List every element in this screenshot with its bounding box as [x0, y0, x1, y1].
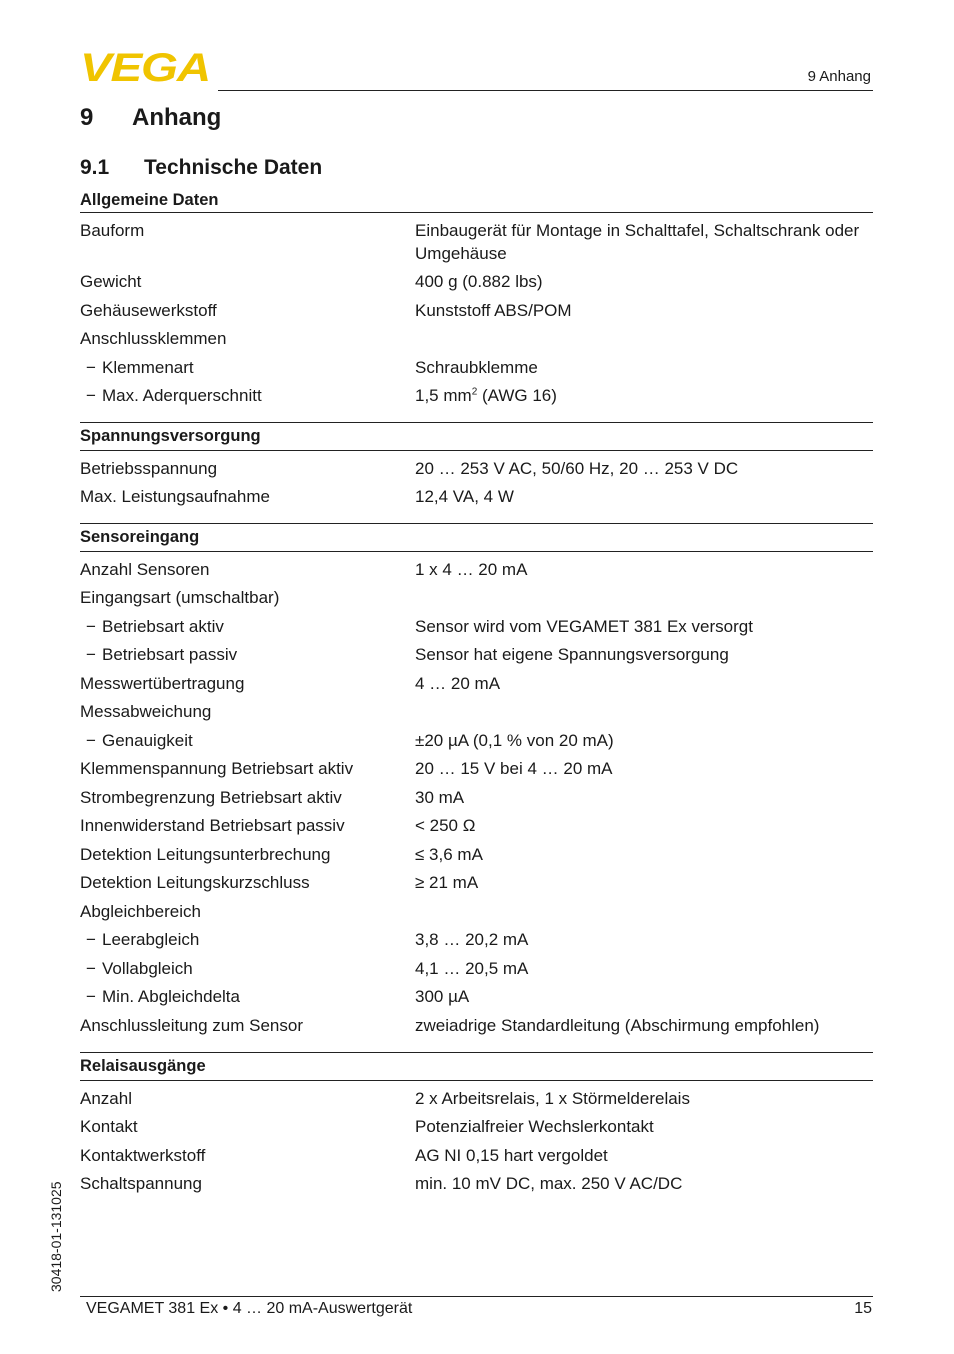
- spec-value: [415, 843, 873, 866]
- spec-label-text: Detektion Leitungskurzschluss: [80, 873, 310, 892]
- spec-label-text: Klemmenart: [102, 357, 194, 377]
- spec-label: [80, 700, 415, 723]
- chapter-heading: [80, 104, 221, 132]
- spec-value: [415, 485, 873, 508]
- spec-value: [415, 219, 873, 265]
- spec-value: [415, 757, 873, 780]
- spec-label-text: Kontaktwerkstoff: [80, 1145, 206, 1165]
- spec-row: [80, 928, 873, 951]
- spec-row: [80, 485, 873, 508]
- spec-value: [415, 558, 873, 581]
- spec-value-suffix: (AWG 16): [477, 386, 557, 405]
- spec-value-text: 400 g (0.882 lbs): [415, 272, 543, 291]
- section-relaisausgaenge: [80, 1052, 873, 1195]
- spec-label-text: Klemmenspannung Betriebsart aktiv: [80, 759, 354, 778]
- spec-label-text: Min. Abgleichdelta: [102, 987, 240, 1006]
- spec-value-text: 4,1 … 20,5 mA: [415, 958, 529, 978]
- spec-label-text: Genauigkeit: [102, 730, 193, 750]
- spec-value-text: Kunststoff ABS/POM: [415, 300, 572, 320]
- spec-value-text: 4 … 20 mA: [415, 673, 501, 693]
- spec-value-text: < 250 Ω: [415, 816, 476, 835]
- spec-row: [80, 643, 873, 666]
- spec-label: [80, 558, 415, 581]
- section-title: Spannungsversorgung: [80, 422, 873, 451]
- spec-row: [80, 457, 873, 480]
- spec-value-text: min. 10 mV DC, max. 250 V AC/DC: [415, 1174, 683, 1193]
- spec-value-text: 3,8 … 20,2 mA: [415, 930, 529, 949]
- spec-label-text: Anzahl: [80, 1088, 132, 1108]
- spec-label: [80, 672, 415, 695]
- spec-row: [80, 558, 873, 581]
- spec-label: [80, 786, 415, 809]
- spec-value: [415, 871, 873, 894]
- spec-value-text: ≥ 21 mA: [415, 873, 479, 892]
- spec-value-text: ±20 µA (0,1 % von 20 mA): [415, 730, 614, 750]
- spec-value-text: 12,4 VA, 4 W: [415, 487, 514, 506]
- spec-value-text: Sensor hat eigene Spannungsversorgung: [415, 645, 729, 664]
- spec-label-text: Anzahl Sensoren: [80, 559, 210, 579]
- document-code: 30418-01-131025: [48, 1181, 64, 1292]
- spec-value-text: 20 … 253 V AC, 50/60 Hz, 20 … 253 V DC: [415, 458, 739, 478]
- spec-label-text: Gewicht: [80, 272, 142, 291]
- spec-value: [415, 1115, 873, 1138]
- spec-label: [80, 586, 415, 609]
- section-title: Sensoreingang: [80, 523, 873, 552]
- spec-label: [80, 1144, 415, 1167]
- spec-label-text: Kontakt: [80, 1117, 138, 1136]
- spec-value: [415, 457, 873, 480]
- spec-value-text: zweiadrige Standardleitung (Abschirmung empfohlen): [415, 1015, 820, 1035]
- spec-label-text: Anschlussleitung zum Sensor: [80, 1015, 304, 1035]
- spec-value: [415, 1172, 873, 1195]
- spec-value-text: Schraubklemme: [415, 357, 538, 377]
- spec-label: [80, 356, 415, 379]
- spec-row: [80, 1144, 873, 1167]
- section-sensoreingang: [80, 523, 873, 1037]
- page-number: 15: [854, 1300, 872, 1317]
- spec-value-text: 30 mA: [415, 787, 465, 807]
- section-allgemeine-daten: [80, 186, 873, 407]
- spec-row: [80, 985, 873, 1008]
- spec-label: [80, 843, 415, 866]
- spec-value: [415, 985, 873, 1008]
- spec-value: [415, 356, 873, 379]
- spec-value: [415, 928, 873, 951]
- spec-value-text: Einbaugerät für Montage in Schalttafel, Schaltschrank oder Umgehäuse: [415, 220, 860, 263]
- spec-label: [80, 1087, 415, 1110]
- section-title: Relaisausgänge: [80, 1052, 873, 1081]
- spec-label: [80, 1014, 415, 1037]
- section-title: Allgemeine Daten: [80, 186, 873, 213]
- spec-label: [80, 928, 415, 951]
- spec-row: [80, 1014, 873, 1037]
- spec-row: [80, 786, 873, 809]
- spec-label-text: Betriebsart passiv: [102, 645, 238, 664]
- header-section-label: 9 Anhang: [807, 68, 871, 85]
- spec-label: [80, 327, 415, 350]
- spec-label-text: Detektion Leitungsunterbrechung: [80, 844, 331, 864]
- spec-label: [80, 384, 415, 407]
- spec-row: [80, 957, 873, 980]
- spec-label-text: Leerabgleich: [102, 930, 200, 949]
- vega-logo-text: VEGA: [80, 50, 210, 84]
- spec-value: [415, 1144, 873, 1167]
- spec-row: [80, 729, 873, 752]
- spec-row: [80, 672, 873, 695]
- subchapter-title: Technische Daten: [144, 156, 323, 179]
- spec-label: [80, 985, 415, 1008]
- spec-row: [80, 871, 873, 894]
- spec-label: [80, 871, 415, 894]
- spec-label: [80, 1115, 415, 1138]
- spec-value-text: 300 µA: [415, 987, 470, 1006]
- spec-row: [80, 299, 873, 322]
- footer-rule: [80, 1296, 873, 1297]
- spec-label-text: Max. Leistungsaufnahme: [80, 487, 270, 506]
- spec-label-text: Innenwiderstand Betriebsart passiv: [80, 816, 345, 835]
- spec-label-text: Max. Aderquerschnitt: [102, 386, 262, 405]
- spec-row: [80, 586, 873, 609]
- spec-row: [80, 219, 873, 265]
- spec-label-text: Abgleichbereich: [80, 901, 201, 921]
- spec-label: [80, 457, 415, 480]
- spec-label-text: Vollabgleich: [102, 958, 193, 978]
- spec-label-text: Anschlussklemmen: [80, 329, 227, 348]
- spec-label-text: Strombegrenzung Betriebsart aktiv: [80, 787, 342, 807]
- spec-label-text: Messabweichung: [80, 702, 212, 721]
- spec-value: [415, 615, 873, 638]
- spec-value: [415, 586, 873, 609]
- header-rule: [218, 90, 873, 91]
- spec-label-text: Eingangsart (umschaltbar): [80, 588, 280, 607]
- spec-value-text: Potenzialfreier Wechslerkontakt: [415, 1117, 654, 1136]
- spec-value-text: 1 x 4 … 20 mA: [415, 559, 528, 579]
- spec-row: [80, 384, 873, 407]
- section-spannungsversorgung: [80, 422, 873, 508]
- spec-label: [80, 729, 415, 752]
- spec-label-text: Betriebsart aktiv: [102, 616, 224, 636]
- spec-row: [80, 356, 873, 379]
- spec-value-text: 2 x Arbeitsrelais, 1 x Störmelderelais: [415, 1088, 690, 1108]
- spec-row: [80, 700, 873, 723]
- spec-value-text: 20 … 15 V bei 4 … 20 mA: [415, 759, 613, 778]
- spec-label-text: Betriebsspannung: [80, 458, 218, 478]
- spec-label: [80, 814, 415, 837]
- spec-label: [80, 615, 415, 638]
- spec-value-superscript: 2: [471, 386, 478, 398]
- spec-value: [415, 786, 873, 809]
- spec-label: [80, 643, 415, 666]
- spec-value: [415, 900, 873, 923]
- spec-value: [415, 957, 873, 980]
- spec-row: [80, 843, 873, 866]
- spec-row: [80, 615, 873, 638]
- spec-label-text: Bauform: [80, 220, 145, 240]
- chapter-number: 9: [80, 104, 94, 131]
- spec-label: [80, 270, 415, 293]
- spec-label: [80, 900, 415, 923]
- footer-title: VEGAMET 381 Ex • 4 … 20 mA-Auswertgerät: [86, 1300, 413, 1317]
- spec-value: [415, 384, 873, 407]
- spec-value: [415, 1087, 873, 1110]
- spec-label: [80, 219, 415, 265]
- spec-row: [80, 757, 873, 780]
- spec-value: [415, 672, 873, 695]
- spec-label-text: Schaltspannung: [80, 1174, 202, 1193]
- spec-row: [80, 814, 873, 837]
- spec-row: [80, 1087, 873, 1110]
- vega-logo: [80, 50, 212, 84]
- spec-label-text: Gehäusewerkstoff: [80, 300, 217, 320]
- spec-label: [80, 1172, 415, 1195]
- spec-row: [80, 1115, 873, 1138]
- spec-value: [415, 729, 873, 752]
- spec-label: [80, 299, 415, 322]
- spec-value: [415, 814, 873, 837]
- subchapter-number: 9.1: [80, 156, 110, 179]
- spec-value-text: Sensor wird vom VEGAMET 381 Ex versorgt: [415, 616, 753, 636]
- spec-value: [415, 1014, 873, 1037]
- spec-label: [80, 957, 415, 980]
- spec-row: [80, 1172, 873, 1195]
- spec-value-text: ≤ 3,6 mA: [415, 844, 483, 864]
- spec-value-text: AG NI 0,15 hart vergoldet: [415, 1145, 608, 1165]
- spec-value: [415, 643, 873, 666]
- spec-label: [80, 757, 415, 780]
- subchapter-heading: [80, 156, 322, 180]
- spec-value: [415, 299, 873, 322]
- spec-label-text: Messwertübertragung: [80, 673, 245, 693]
- spec-value: [415, 327, 873, 350]
- chapter-title: Anhang: [132, 104, 222, 131]
- spec-value: [415, 270, 873, 293]
- spec-value-text: 1,5 mm: [415, 386, 472, 405]
- spec-row: [80, 270, 873, 293]
- spec-label: [80, 485, 415, 508]
- spec-value: [415, 700, 873, 723]
- spec-row: [80, 900, 873, 923]
- spec-row: [80, 327, 873, 350]
